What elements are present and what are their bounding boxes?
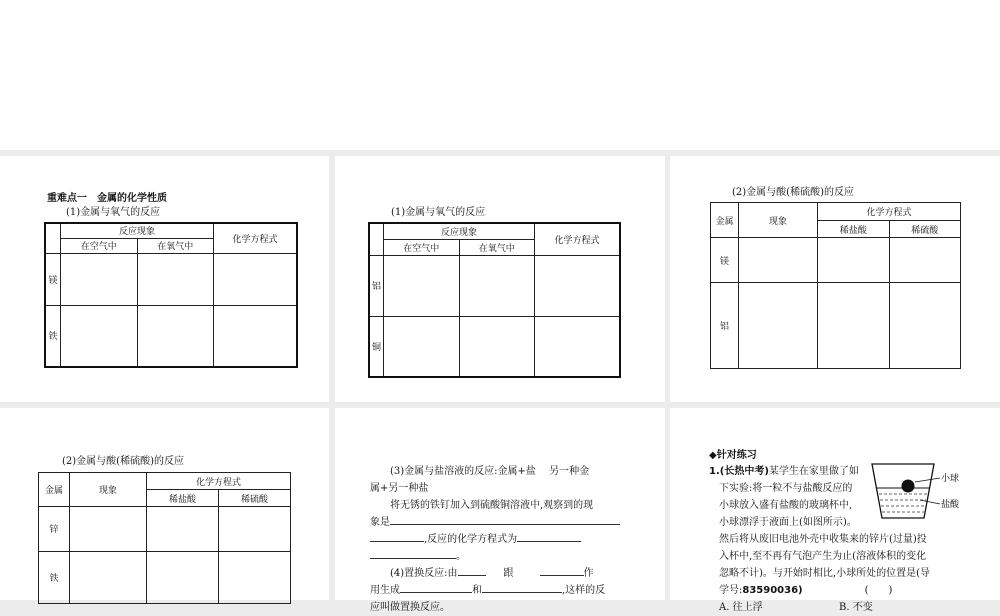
answer-blank[interactable] [370,531,424,542]
acid-leader [920,500,940,504]
header-in-air: 在空气中 [61,238,138,253]
line [709,599,969,616]
text: 跟 [503,568,514,579]
acid-reaction-table [710,202,961,369]
answer-cell[interactable] [889,238,961,283]
answer-blank[interactable] [517,531,581,542]
header-equation: 化学方程式 [818,203,961,221]
answer-cell[interactable] [384,316,460,377]
header-equation: 化学方程式 [147,473,291,490]
question-number: 1. [709,466,720,477]
subheading: (2)金属与酸(稀硫酸)的反应 [732,187,854,198]
header-equation: 化学方程式 [214,223,298,253]
row-label: 铁 [39,551,70,603]
answer-blank[interactable] [370,548,456,559]
line [370,565,630,582]
row-label: 铜 [369,316,384,377]
text: ,这样的反 [562,585,606,596]
section-heading: 重难点一 金属的化学性质 [47,193,167,204]
header-phenomenon: 现象 [739,203,818,238]
answer-cell[interactable] [137,253,214,305]
slide-panel-6[interactable] [670,408,1000,613]
line [370,531,630,548]
line [370,514,630,531]
exercise-text [370,463,630,616]
oxygen-reaction-table [368,222,621,378]
row-label: 铝 [711,283,739,369]
row-label: 镁 [711,238,739,283]
question-source: (长热中考) [719,466,769,477]
acid-dashes [879,494,927,512]
answer-cell[interactable] [459,316,535,377]
answer-cell[interactable] [739,283,818,369]
line [709,582,969,599]
text: ,反应的化学方程式为 [424,534,518,545]
answer-cell[interactable] [889,283,961,369]
answer-cell[interactable] [70,551,147,603]
line: 小球漂浮于液面上(如图所示)。 [719,517,857,528]
header-h2so4: 稀硫酸 [889,221,961,238]
beaker-figure [862,460,972,520]
answer-cell[interactable] [535,316,621,377]
answer-cell[interactable] [147,551,219,603]
slide-panel-4[interactable] [0,408,329,600]
line: 小球放入盛有盐酸的玻璃杯中, [719,500,853,511]
answer-cell[interactable] [818,283,890,369]
line: 下实验:将一粒不与盐酸反应的 [719,483,853,494]
option-a[interactable]: A. 往上浮 [719,602,763,613]
header-in-oxygen: 在氧气中 [137,238,214,253]
acid-reaction-table [38,472,291,604]
ref-number: 83590036) [742,585,803,596]
text: 作 [583,568,594,579]
header-metal: 金属 [39,473,70,507]
slide-panel-2[interactable] [335,156,665,402]
header-phenomenon: 现象 [70,473,147,507]
answer-cell[interactable] [61,253,138,305]
header-phenomenon: 反应现象 [61,223,214,238]
text: 。 [456,551,466,562]
line: 然后将从废旧电池外壳中收集来的锌片(过量)投 [719,534,927,545]
subheading: (1)金属与氧气的反应 [391,207,486,218]
answer-blank[interactable] [400,582,472,593]
line: 入杯中,至不再有气泡产生为止(溶液体积的变化 [719,551,927,562]
option-b[interactable]: B. 不变 [839,602,873,613]
line: 应叫做置换反应。 [370,602,450,613]
row-label: 镁 [45,253,61,305]
text: 象是 [370,517,390,528]
ball-leader [915,478,940,482]
line [370,582,630,599]
answer-blank[interactable] [458,565,486,576]
text: 某学生在家里做了如 [768,466,859,477]
slide-panel-1[interactable] [0,156,329,402]
header-hcl: 稀盐酸 [818,221,890,238]
text: 学号: [719,585,743,596]
answer-cell[interactable] [137,305,214,367]
practice-title: ◆针对练习 [709,450,757,461]
answer-cell[interactable] [384,255,460,316]
answer-bracket[interactable]: ( ) [864,585,893,596]
label-ball: 小球 [941,474,960,484]
line [370,548,630,565]
slide-panel-3[interactable] [670,156,1000,402]
ball-icon [902,480,915,493]
text: 用生成 [370,585,400,596]
answer-cell[interactable] [61,305,138,367]
subheading: (2)金属与酸(稀硫酸)的反应 [62,456,184,467]
text: 和 [472,585,482,596]
beaker-outline [872,464,934,518]
header-equation: 化学方程式 [535,223,621,255]
row-label: 铁 [45,305,61,367]
answer-blank[interactable] [390,514,620,525]
answer-blank[interactable] [540,565,584,576]
header-h2so4: 稀硫酸 [219,490,291,507]
answer-cell[interactable] [147,507,219,551]
corner-cell [45,223,61,253]
answer-cell[interactable] [219,507,291,551]
answer-cell[interactable] [818,238,890,283]
answer-cell[interactable] [535,255,621,316]
answer-cell[interactable] [214,305,298,367]
line: 忽略不计)。与开始时相比,小球所处的位置是(导 [719,568,930,579]
answer-blank[interactable] [482,582,562,593]
row-label: 锌 [39,507,70,551]
answer-cell[interactable] [214,253,298,305]
header-in-air: 在空气中 [384,239,460,255]
header-in-oxygen: 在氧气中 [459,239,535,255]
top-blank-area [0,0,1000,150]
text: (4)置换反应:由 [390,568,458,579]
answer-cell[interactable] [219,551,291,603]
answer-cell[interactable] [459,255,535,316]
line: (3)金属与盐溶液的反应:金属+盐 另一种金 [390,466,590,477]
header-metal: 金属 [711,203,739,238]
row-label: 铝 [369,255,384,316]
oxygen-reaction-table [44,222,298,368]
subheading: (1)金属与氧气的反应 [66,207,161,218]
header-phenomenon: 反应现象 [384,223,535,239]
corner-cell [369,223,384,255]
label-acid: 盐酸 [941,500,960,510]
answer-cell[interactable] [739,238,818,283]
line: 属+另一种盐 [370,483,429,494]
header-hcl: 稀盐酸 [147,490,219,507]
line: 将无锈的铁钉加入到硫酸铜溶液中,观察到的现 [390,500,594,511]
slide-panel-5[interactable] [335,408,665,613]
answer-cell[interactable] [70,507,147,551]
